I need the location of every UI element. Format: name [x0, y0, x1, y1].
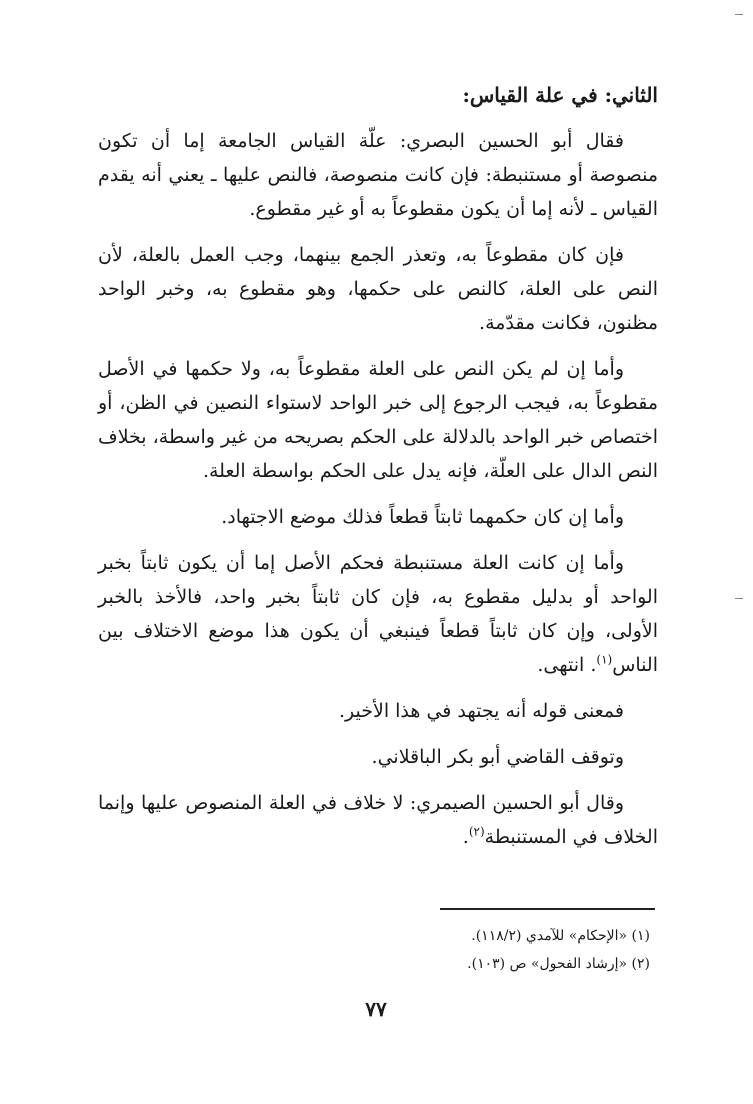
paragraph-7: وتوقف القاضي أبو بكر الباقلاني.	[371, 746, 624, 768]
paragraph-8	[98, 786, 658, 854]
paragraph-2: فإن كان مقطوعاً به، وتعذر الجمع بينهما، وجب العمل بالعلة، لأن النص على العلة، كالنص على حكمها، وهو مقطوع به، وخبر الواحد مظنون، فكانت مقدّمة.	[98, 244, 658, 334]
section-heading: الثاني: في علة القياس:	[462, 83, 658, 107]
margin-mark	[735, 14, 743, 15]
margin-mark	[735, 598, 743, 599]
paragraph-8-text: وقال أبو الحسين الصيمري: لا خلاف في العلة المنصوص عليها وإنما الخلاف في المستنبطة	[98, 792, 658, 848]
paragraph-5-text: وأما إن كانت العلة مستنبطة فحكم الأصل إما أن يكون ثابتاً بخبر الواحد أو بدليل مقطوع به، فإن كان ثابتاً بخبر واحد، فالأخذ بالخبر الأولى، وإن كان ثابتاً قطعاً فينبغي أن يكون هذا موضع الاختلاف بين الناس	[98, 552, 658, 676]
paragraph-6: فمعنى قوله أنه يجتهد في هذا الأخير.	[339, 700, 624, 722]
footnote-marker-1[interactable]: (١)	[596, 652, 613, 667]
paragraph-3: وأما إن لم يكن النص على العلة مقطوعاً به، ولا حكمها في الأصل مقطوعاً به، فيجب الرجوع إلى خبر الواحد لاستواء النصين في الظن، أو اختصاص خبر الواحد بالدلالة على الحكم بصريحه من غير واسطة، بخلاف النص الدال على العلّة، فإنه يدل على الحكم بواسطة العلة.	[98, 358, 658, 482]
paragraph-5	[98, 546, 658, 682]
paragraph-5-tail: . انتهى.	[537, 654, 597, 676]
footnote-1: (١) «الإحكام» للآمدي (١١٨/٢).	[471, 928, 650, 944]
body-text	[98, 78, 658, 866]
page-number: ٧٧	[365, 997, 387, 1021]
footnote-2: (٢) «إرشاد الفحول» ص (١٠٣).	[467, 956, 650, 972]
paragraph-8-tail: .	[462, 826, 469, 848]
footnotes	[380, 922, 650, 978]
paragraph-4: وأما إن كان حكمهما ثابتاً قطعاً فذلك موضع الاجتهاد.	[221, 506, 624, 528]
paragraph-1: فقال أبو الحسين البصري: علّة القياس الجامعة إما أن تكون منصوصة أو مستنبطة: فإن كانت منصوصة، فالنص عليها ـ يعني أنه يقدم القياس ـ لأنه إما أن يكون مقطوعاً به أو غير مقطوع.	[98, 130, 658, 220]
footnote-divider	[440, 908, 655, 910]
footnote-marker-2[interactable]: (٢)	[468, 824, 485, 839]
